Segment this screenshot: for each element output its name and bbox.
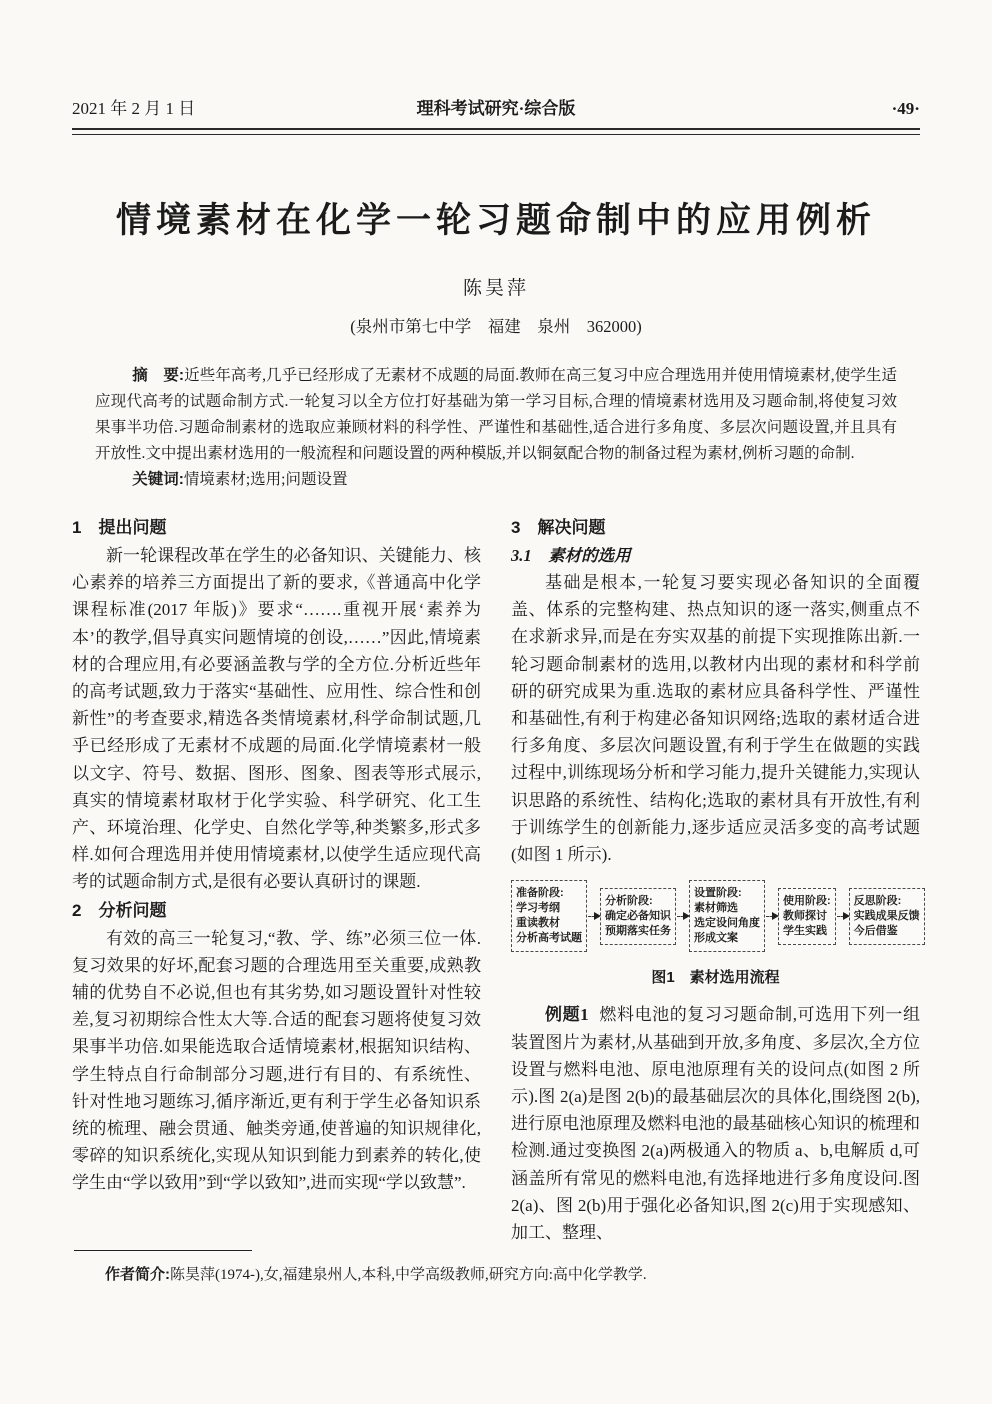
flowchart-row — [511, 880, 920, 952]
flow-stage-setup — [689, 880, 765, 952]
flow-line: 学生实践 — [783, 924, 827, 937]
abstract-label: 摘 要: — [132, 367, 185, 384]
flow-line: 重读教材 — [516, 917, 560, 930]
section-3-1-heading: 3.1 素材的选用 — [511, 546, 631, 565]
flow-line: 选定设问角度 — [694, 917, 760, 930]
author-bio-label: 作者简介: — [105, 1266, 170, 1284]
header-page-number: ·49· — [891, 99, 920, 118]
body-columns — [72, 513, 920, 1246]
flow-arrow-icon — [837, 916, 847, 917]
article-title: 情境素材在化学一轮习题命制中的应用例析 — [115, 200, 876, 241]
section-1-paragraph: 新一轮课程改革在学生的必备知识、关键能力、核心素养的培养三方面提出了新的要求,《普通高中化学课程标准(2017 年版)》要求“…….重视开展‘素养为本’的教学,倡导真实问题情境的创设,……”因此,情境素材的合理应用,有必要涵盖教与学的全方位.分析近些年的高考试题,致力于落实“基础性、应用性、综合性和创新性”的考查要求,精选各类情境素材,科学命制试题,几乎已经形成了无素材不成题的局面.化学情境素材一般以文字、符号、数据、图形、图象、图表等形式展示,真实的情境素材取材于化学实验、科学研究、化工生产、环境治理、化学史、自然化学等,种类繁多,形式多样.如何合理选用并使用情境素材,以使学生适应现代高考的试题命制方式,是很有必要认真研讨的课题. — [72, 546, 481, 892]
footnote-rule — [74, 1250, 252, 1251]
author-name: 陈昊萍 — [462, 278, 529, 299]
left-column — [72, 513, 481, 1246]
flow-line: 教师探讨 — [783, 909, 827, 922]
header-date: 2021 年 2 月 1 日 — [72, 99, 196, 118]
section-3-1-paragraph: 基础是根本,一轮复习要实现必备知识的全面覆盖、体系的完整构建、热点知识的逐一落实,侧重点不在求新求异,而是在夯实双基的前提下实现推陈出新.一轮习题命制素材的选用,以教材内出现的素材和科学前研的研究成果为重.选取的素材应具备科学性、严谨性和基础性,有利于构建必备知识网络;选取的素材适合进行多角度、多层次问题设置,有利于学生在做题的实践过程中,训练现场分析和学习能力,提升关键能力,实现认识思路的系统性、结构化;选取的素材具有开放性,有利于训练学生的创新能力,逐步适应灵活多变的高考试题(如图 1 所示). — [511, 573, 920, 865]
keywords-line — [95, 467, 897, 493]
header-double-rule — [72, 128, 920, 135]
abstract-paragraph — [95, 363, 897, 467]
author-affiliation: (泉州市第七中学 福建 泉州 362000) — [350, 317, 642, 336]
header-journal-title: 理科考试研究·综合版 — [416, 99, 576, 118]
flow-line: 学习考纲 — [516, 902, 560, 915]
flow-stage-analyze — [600, 888, 676, 945]
section-1-heading: 1 提出问题 — [72, 518, 167, 537]
abstract-text: 近些年高考,几乎已经形成了无素材不成题的局面.教师在高三复习中应合理选用并使用情境素材,使学生适应现代高考的试题命制方式.一轮复习以全方位打好基础为第一学习目标,合理的情境素材选用及习题命制,将使复习效果事半功倍.习题命制素材的选取应兼顾材料的科学性、严谨性和基础性,适合进行多角度、多层次问题设置,并且具有开放性.文中提出素材选用的一般流程和问题设置的两种模版,并以铜氨配合物的制备过程为素材,例析习题的命制. — [95, 367, 897, 462]
journal-page — [72, 0, 920, 1287]
abstract-block — [95, 363, 897, 493]
flow-line: 预期落实任务 — [605, 924, 671, 937]
flow-line: 准备阶段: — [516, 887, 564, 900]
flow-line: 使用阶段: — [783, 894, 831, 907]
figure-1-flowchart — [511, 880, 920, 991]
figure-1-caption: 图1 素材选用流程 — [651, 969, 780, 987]
section-2-heading: 2 分析问题 — [72, 900, 167, 920]
section-2-paragraph: 有效的高三一轮复习,“教、学、练”必须三位一体.复习效果的好坏,配套习题的合理选用至关重要,成熟教辅的优势自不必说,但也有其劣势,如习题设置针对性较差,复习初期综合性太大等.合适的配套习题将使复习效果事半功倍.如果能选取合适情境素材,根据知识结构、学生特点自行命制部分习题,进行有目的、有系统性、针对性地习题练习,循序渐近,更有利于学生必备知识系统的梳理、融会贯通、触类旁通,使普遍的知识规律化,零碎的知识系统化,实现从知识到能力到素养的转化,使学生由“学以致用”到“学以致知”,进而实现“学以致慧”. — [72, 928, 481, 1193]
page-header — [72, 0, 920, 119]
example-1-paragraph — [511, 1001, 920, 1246]
example-1-label: 例题1 — [545, 1005, 589, 1025]
example-1-text: 燃料电池的复习习题命制,可选用下列一组装置图片为素材,从基础到开放,多角度、多层次,全方位设置与燃料电池、原电池原理有关的设问点(如图 2 所示).图 2(a)是图 2(b)的最基础层次的具体化,围绕图 2(b),进行原电池原理及燃料电池的最基础核心知识的梳理和检测.通过变换图 2(a)两极通入的物质 a、b,电解质 d,可涵盖所有常见的燃料电池,有选择地进行多角度设问.图 2(a)、图 2(b)用于强化必备知识,图 2(c)用于实现感知、加工、整理、 — [511, 1005, 921, 1243]
flow-arrow-icon — [766, 916, 776, 917]
flow-line: 实践成果反馈 — [853, 909, 920, 922]
right-column — [511, 513, 920, 1246]
keywords-text: 情境素材;选用;问题设置 — [183, 471, 348, 488]
flow-arrow-icon — [588, 916, 598, 917]
keywords-label: 关键词: — [132, 471, 184, 488]
flow-line: 分析高考试题 — [516, 932, 582, 945]
section-3-heading: 3 解决问题 — [511, 518, 606, 537]
author-bio-text: 陈昊萍(1974-),女,福建泉州人,本科,中学高级教师,研究方向:高中化学教学. — [170, 1267, 647, 1284]
flow-line: 今后借鉴 — [853, 924, 898, 937]
flow-stage-prepare — [511, 880, 587, 952]
flow-line: 素材筛选 — [694, 902, 738, 915]
author-bio-footnote — [72, 1250, 920, 1287]
flow-arrow-icon — [677, 916, 687, 917]
flow-line: 形成文案 — [694, 932, 738, 945]
flow-stage-reflect — [849, 888, 925, 945]
author-bio-line — [72, 1263, 920, 1287]
flow-line: 确定必备知识 — [605, 909, 671, 922]
flow-line: 反思阶段: — [853, 894, 902, 907]
flow-stage-use — [778, 888, 836, 945]
flow-line: 设置阶段: — [694, 887, 742, 900]
flow-line: 分析阶段: — [605, 894, 653, 907]
